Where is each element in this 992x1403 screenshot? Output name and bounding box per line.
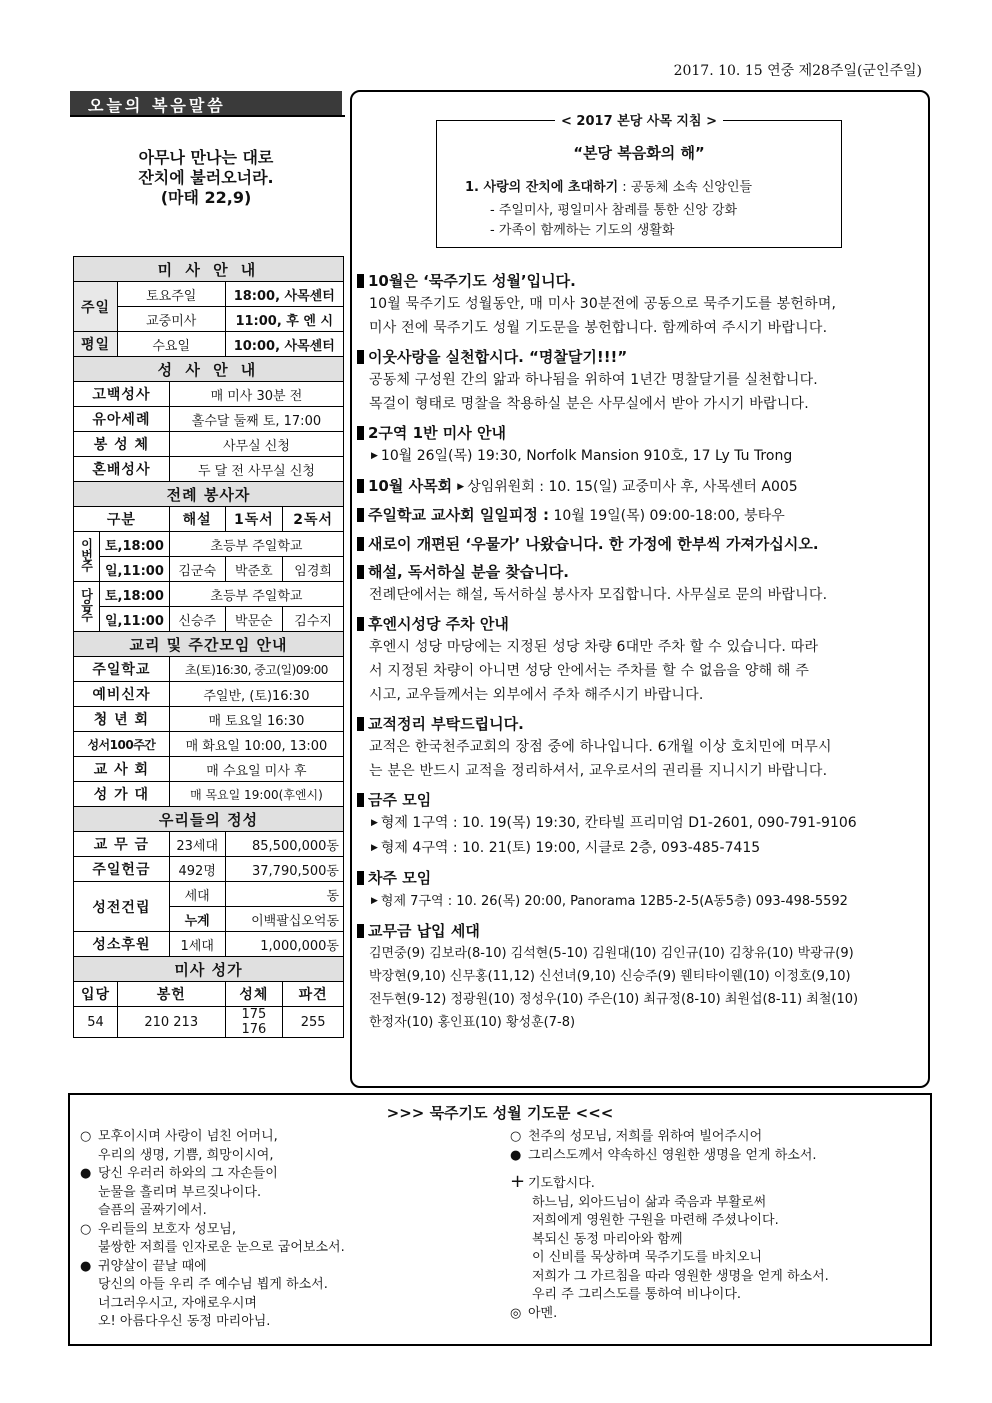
group-value: 매 수요일 미사 후 bbox=[169, 757, 343, 782]
offering-count: 1세대 bbox=[169, 932, 225, 957]
offerings-section-title: 우리들의 정성 bbox=[74, 807, 344, 832]
gospel-verse bbox=[70, 148, 342, 208]
triangle-bullet-icon: ▶ bbox=[371, 896, 378, 906]
filled-circle-icon: ● bbox=[80, 1166, 92, 1181]
notice-teachers-retreat bbox=[357, 504, 925, 527]
prayer-line: 오! 아름다우신 동정 마리아님. bbox=[98, 1314, 271, 1329]
notice-this-week-meetings bbox=[357, 789, 925, 861]
mass-name: 토요주일 bbox=[117, 282, 225, 307]
hymn-header: 봉헌 bbox=[117, 982, 225, 1007]
group-value: 주일반, (토)16:30 bbox=[169, 682, 343, 707]
hymn-header: 파견 bbox=[283, 982, 344, 1007]
gospel-title-rule bbox=[70, 115, 345, 117]
group-value: 매 토요일 16:30 bbox=[169, 707, 343, 732]
prayer-line: 슬픔의 골짜기에서. bbox=[98, 1203, 207, 1218]
notice-line: 교적은 한국천주교회의 장점 중에 하나입니다. 6개월 이상 호치민에 머무시 bbox=[369, 739, 832, 755]
notice-pastoral-council bbox=[357, 475, 925, 498]
prayer-left-column bbox=[80, 1128, 345, 1332]
triangle-bullet-icon: ▶ bbox=[371, 451, 378, 461]
notice-title: 새로이 개편된 ‘우물가’ 나왔습니다. 한 가정에 한부씩 가져가십시오. bbox=[368, 535, 819, 553]
sacrament-label: 혼배성사 bbox=[74, 457, 170, 482]
gospel-line: 아무나 만나는 대로 bbox=[138, 148, 274, 167]
liturgy-section-title: 전례 봉사자 bbox=[74, 482, 344, 507]
prayer-amen: 아멘. bbox=[528, 1305, 558, 1321]
notice-title: 금주 모임 bbox=[368, 791, 432, 809]
policy-heading: < 2017 본당 사목 지침 > bbox=[440, 110, 838, 129]
filled-circle-icon: ● bbox=[80, 1258, 92, 1274]
mass-name: 수요일 bbox=[117, 332, 225, 357]
liturgy-reader2: 김수지 bbox=[283, 607, 344, 632]
prayer-line: 우리 주 그리스도를 통하여 비나이다. bbox=[532, 1287, 742, 1302]
liturgy-reader1: 박문순 bbox=[225, 607, 283, 632]
prayer-line: 당신 우러러 하와의 그 자손들이 bbox=[98, 1166, 278, 1181]
sacrament-value: 홀수달 둘째 토, 17:00 bbox=[169, 407, 343, 432]
prayer-line: 불쌍한 저희를 인자로운 눈으로 굽어보소서. bbox=[98, 1240, 345, 1255]
notice-district bbox=[357, 422, 925, 469]
triangle-bullet-icon: ▶ bbox=[371, 843, 378, 853]
offering-count: 세대 bbox=[169, 882, 225, 907]
bulletin-date: 2017. 10. 15 연중 제28주일(군인주일) bbox=[673, 63, 922, 79]
notice-registry bbox=[357, 713, 925, 783]
liturgy-reader2: 임경희 bbox=[283, 557, 344, 582]
prayer-line: 그리스도께서 약속하신 영원한 생명을 얻게 하소서. bbox=[528, 1147, 817, 1163]
mass-section-title: 미 사 안 내 bbox=[74, 257, 344, 282]
cross-icon: + bbox=[510, 1171, 526, 1192]
parish-info-table bbox=[73, 256, 344, 1038]
double-circle-icon: ◎ bbox=[510, 1305, 522, 1321]
this-week-label: 이번주 bbox=[74, 532, 100, 582]
prayer-line: 눈물을 흘리며 부르짖나이다. bbox=[98, 1184, 262, 1200]
gospel-reference: (마태 22,9) bbox=[160, 188, 252, 207]
liturgy-header: 구분 bbox=[74, 507, 170, 532]
offering-amount: 85,500,000동 bbox=[225, 832, 344, 857]
prayer-line: 우리의 생명, 기쁨, 희망이시여, bbox=[98, 1147, 274, 1163]
next-week-label: 다음주 bbox=[74, 582, 100, 632]
sacrament-value: 사무실 신청 bbox=[169, 432, 343, 457]
prayer-line: 이 신비를 묵상하며 묵주기도를 바치오니 bbox=[532, 1250, 763, 1265]
notice-title: 10월 사목회 bbox=[368, 477, 453, 495]
offering-amount: 동 bbox=[225, 882, 344, 907]
group-label: 성 가 대 bbox=[74, 782, 170, 807]
weekday-label: 평일 bbox=[74, 332, 118, 357]
notice-title: 이웃사랑을 실천합시다. “명찰달기!!!” bbox=[368, 348, 628, 366]
offering-count: 492명 bbox=[169, 857, 225, 882]
donor-line: 김면중(9) 김보라(8-10) 김석현(5-10) 김원대(10) 김인규(10) 김창유(10) 박광규(9) bbox=[369, 946, 854, 961]
building-fund-label: 성전건립 bbox=[74, 882, 170, 932]
liturgy-slot: 토,18:00 bbox=[99, 532, 169, 557]
prayer-line: 귀양살이 끝날 때에 bbox=[98, 1258, 207, 1274]
liturgy-slot: 일,11:00 bbox=[99, 557, 169, 582]
notice-nametag bbox=[357, 346, 925, 416]
offering-amount: 이백팔십오억동 bbox=[225, 907, 344, 932]
group-label: 교 사 회 bbox=[74, 757, 170, 782]
group-value: 매 목요일 19:00(후엔시) bbox=[169, 782, 343, 807]
sunday-label: 주일 bbox=[74, 282, 118, 332]
prayer-line: 기도합시다. bbox=[528, 1176, 595, 1191]
hymn-number: 255 bbox=[283, 1007, 344, 1038]
policy-sub: - 가족이 함께하는 기도의 생활화 bbox=[490, 223, 675, 238]
policy-item bbox=[465, 176, 752, 195]
liturgy-header: 해설 bbox=[169, 507, 225, 532]
prayer-line: 복되신 동정 마리아와 함께 bbox=[532, 1231, 683, 1247]
gospel-section-title: 오늘의 복음말씀 bbox=[70, 91, 342, 115]
liturgy-header: 1독서 bbox=[225, 507, 283, 532]
hollow-circle-icon: ○ bbox=[80, 1129, 92, 1144]
offering-count: 23세대 bbox=[169, 832, 225, 857]
group-label: 청 년 회 bbox=[74, 707, 170, 732]
hymn-header: 성체 bbox=[225, 982, 283, 1007]
hymn-header: 입당 bbox=[74, 982, 118, 1007]
offering-amount: 1,000,000동 bbox=[225, 932, 344, 957]
notice-line: 형제 4구역 : 10. 21(토) 19:00, 시클로 2층, 093-485-7415 bbox=[380, 840, 761, 856]
notice-parking bbox=[357, 613, 925, 707]
mass-time: 11:00, 후 엔 시 bbox=[225, 307, 344, 332]
groups-section-title: 교리 및 주간모임 안내 bbox=[74, 632, 344, 657]
notice-readers bbox=[357, 561, 925, 607]
hymn-number: 54 bbox=[74, 1007, 118, 1038]
sacraments-section-title: 성 사 안 내 bbox=[74, 357, 344, 382]
notice-title: 교적정리 부탁드립니다. bbox=[368, 715, 524, 733]
prayer-line: 저희에게 영원한 구원을 마련해 주셨나이다. bbox=[532, 1213, 779, 1228]
group-label: 예비신자 bbox=[74, 682, 170, 707]
notice-title: 후엔시성당 주차 안내 bbox=[368, 615, 509, 633]
donor-line: 한정자(10) 홍인표(10) 황성훈(7-8) bbox=[369, 1015, 576, 1030]
hollow-circle-icon: ○ bbox=[80, 1221, 92, 1237]
liturgy-commentator: 김군숙 bbox=[169, 557, 225, 582]
notice-dues bbox=[357, 920, 925, 1034]
notice-title: 주일학교 교사회 일일피정 : bbox=[368, 506, 550, 524]
liturgy-slot: 토,18:00 bbox=[99, 582, 169, 607]
notice-rosary bbox=[357, 270, 925, 340]
offering-count: 누계 bbox=[169, 907, 225, 932]
offering-label: 주일헌금 bbox=[74, 857, 170, 882]
donor-line: 박장현(9,10) 신무홍(11,12) 신선녀(9,10) 신승주(9) 웬티타이웬(10) 이정호(9,10) bbox=[369, 969, 851, 984]
notice-line: 형제 7구역 : 10. 26(목) 20:00, Panorama 12B5-2-5(A동5층) 093-498-5592 bbox=[380, 894, 848, 909]
prayer-line: 우리들의 보호자 성모님, bbox=[98, 1221, 236, 1237]
hymns-section-title: 미사 성가 bbox=[74, 957, 344, 982]
notice-hymnal bbox=[357, 533, 925, 555]
notice-line: 시고, 교우들께서는 외부에서 주차 해주시기 바랍니다. bbox=[369, 687, 704, 703]
notice-line: 는 분은 반드시 교적을 정리하셔서, 교우로서의 권리를 지니시기 바랍니다. bbox=[369, 763, 828, 779]
notices-list bbox=[357, 270, 925, 1040]
liturgy-commentator: 신승주 bbox=[169, 607, 225, 632]
notice-line: 후엔시 성당 마당에는 지정된 성당 차량 6대만 주차 할 수 있습니다. 따라 bbox=[369, 639, 819, 655]
offering-label: 성소후원 bbox=[74, 932, 170, 957]
policy-item-label: 1. 사랑의 잔치에 초대하기 bbox=[465, 180, 619, 195]
prayer-line: 하느님, 외아드님이 삶과 죽음과 부활로써 bbox=[532, 1194, 767, 1210]
notice-title: 해설, 독서하실 분을 찾습니다. bbox=[368, 563, 569, 581]
prayer-line: 천주의 성모님, 저희를 위하여 빌어주시어 bbox=[528, 1129, 763, 1144]
prayer-title: >>> 묵주기도 성월 기도문 <<< bbox=[386, 1104, 614, 1122]
prayer-line: 너그러우시고, 자애로우시며 bbox=[98, 1295, 257, 1311]
hollow-circle-icon: ○ bbox=[510, 1129, 522, 1144]
notice-line: 10월 26일(목) 19:30, Norfolk Mansion 910호, 17 Ly Tu Trong bbox=[380, 448, 793, 464]
group-value: 초(토)16:30, 중고(일)09:00 bbox=[169, 657, 343, 682]
notice-next-week-meetings bbox=[357, 867, 925, 914]
offering-amount: 37,790,500동 bbox=[225, 857, 344, 882]
notice-line: 서 지정된 차량이 아니면 성당 안에서는 주차를 할 수 없음을 양해 해 주 bbox=[369, 663, 810, 679]
notice-line: 형제 1구역 : 10. 19(목) 19:30, 칸타빌 프리미엄 D1-2601, 090-791-9106 bbox=[380, 815, 857, 831]
sacrament-label: 봉 성 체 bbox=[74, 432, 170, 457]
policy-item-rest: : 공동체 소속 신앙인들 bbox=[618, 180, 753, 195]
gospel-line: 잔치에 불러오너라. bbox=[138, 168, 274, 187]
notice-inline: 상임위원회 : 10. 15(일) 교중미사 후, 사목센터 A005 bbox=[467, 479, 798, 495]
prayer-right-column bbox=[510, 1128, 829, 1323]
policy-sub: - 주일미사, 평일미사 참례를 통한 신앙 강화 bbox=[490, 203, 738, 218]
notice-line: 미사 전에 묵주기도 성월 기도문을 봉헌합니다. 함께하여 주시기 바랍니다. bbox=[369, 320, 828, 336]
liturgy-reader1: 박준호 bbox=[225, 557, 283, 582]
prayer-line: 당신의 아들 우리 주 예수님 뵙게 하소서. bbox=[98, 1277, 328, 1292]
group-label: 성서100주간 bbox=[74, 732, 170, 757]
sacrament-value: 매 미사 30분 전 bbox=[169, 382, 343, 407]
liturgy-header: 2독서 bbox=[283, 507, 344, 532]
mass-time: 10:00, 사목센터 bbox=[225, 332, 344, 357]
sacrament-value: 두 달 전 사무실 신청 bbox=[169, 457, 343, 482]
notice-title: 차주 모임 bbox=[368, 869, 432, 887]
hymn-number: 210 213 bbox=[117, 1007, 225, 1038]
policy-title: “본당 복음화의 해” bbox=[573, 144, 705, 162]
triangle-bullet-icon: ▶ bbox=[457, 482, 465, 492]
notice-title: 교무금 납입 세대 bbox=[368, 922, 480, 940]
mass-name: 교중미사 bbox=[117, 307, 225, 332]
hymn-number: 175 176 bbox=[225, 1007, 283, 1038]
donor-line: 전두현(9-12) 정광원(10) 정성우(10) 주은(10) 최규정(8-10) 최원섭(8-11) 최철(10) bbox=[369, 992, 859, 1007]
notice-title: 2구역 1반 미사 안내 bbox=[368, 424, 506, 442]
prayer-line: 저희가 그 가르침을 따라 영원한 생명을 얻게 하소서. bbox=[532, 1268, 829, 1284]
filled-circle-icon: ● bbox=[510, 1147, 522, 1163]
prayer-line: 모후이시며 사랑이 넘친 어머니, bbox=[98, 1129, 278, 1144]
notice-title: 10월은 ‘묵주기도 성월’입니다. bbox=[368, 272, 576, 290]
sacrament-label: 고백성사 bbox=[74, 382, 170, 407]
group-label: 주일학교 bbox=[74, 657, 170, 682]
liturgy-merged: 초등부 주일학교 bbox=[169, 532, 343, 557]
liturgy-slot: 일,11:00 bbox=[99, 607, 169, 632]
group-value: 매 화요일 10:00, 13:00 bbox=[169, 732, 343, 757]
notice-line: 목걸이 형태로 명찰을 착용하실 분은 사무실에서 받아 가시기 바랍니다. bbox=[369, 396, 809, 412]
mass-time: 18:00, 사목센터 bbox=[225, 282, 344, 307]
triangle-bullet-icon: ▶ bbox=[371, 818, 378, 828]
notice-line: 10월 묵주기도 성월동안, 매 미사 30분전에 공동으로 묵주기도를 봉헌하며, bbox=[369, 296, 837, 312]
liturgy-merged: 초등부 주일학교 bbox=[169, 582, 343, 607]
offering-label: 교 무 금 bbox=[74, 832, 170, 857]
sacrament-label: 유아세례 bbox=[74, 407, 170, 432]
notice-line: 공동체 구성원 간의 앎과 하나됨을 위하여 1년간 명찰달기를 실천합니다. bbox=[369, 372, 818, 388]
notice-inline: 10월 19일(목) 09:00-18:00, 붕타우 bbox=[549, 508, 785, 524]
notice-line: 전례단에서는 해설, 독서하실 봉사자 모집합니다. 사무실로 문의 바랍니다. bbox=[369, 587, 828, 603]
